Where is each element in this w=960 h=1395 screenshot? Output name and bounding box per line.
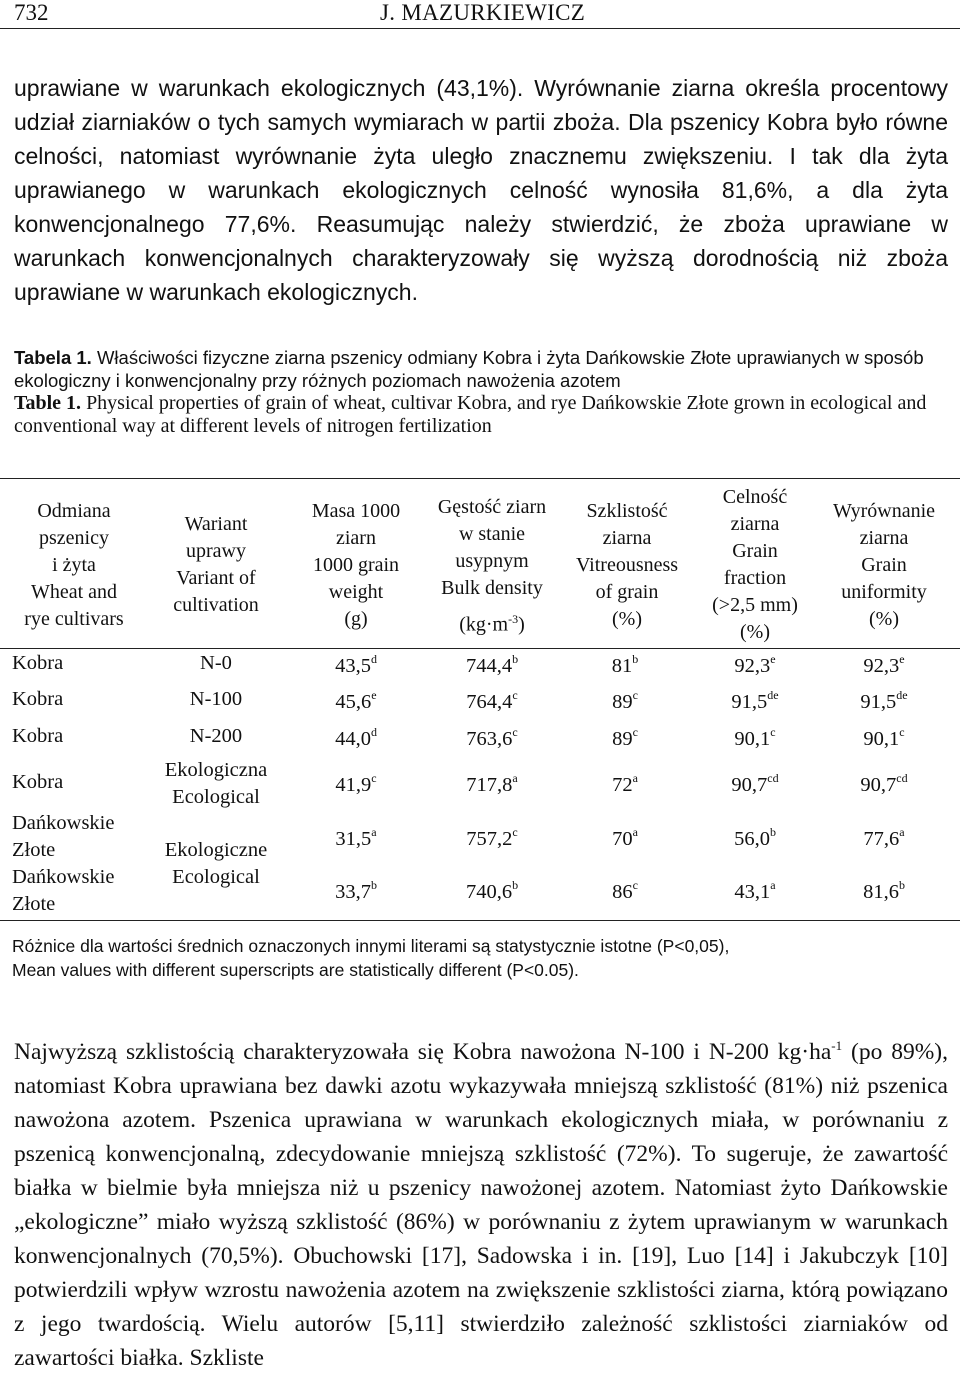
cultivar-line: Złote	[12, 839, 56, 861]
superscript: a	[632, 771, 638, 785]
superscript: c	[512, 725, 518, 739]
superscript: b	[632, 652, 639, 666]
value: 89	[612, 691, 633, 713]
cell-uniformity	[820, 878, 948, 904]
superscript: cd	[896, 771, 908, 785]
col-header-density	[420, 494, 564, 639]
value: 90,1	[863, 728, 900, 750]
header-line: rye cultivars	[24, 608, 124, 630]
cell-vitreousness	[560, 825, 690, 851]
value: 89	[612, 728, 633, 750]
table-bottom-rule	[0, 920, 960, 921]
header-line: Wheat and	[30, 581, 118, 603]
header-line: Wariant	[184, 513, 248, 535]
cell-fraction	[690, 878, 820, 904]
value: 70	[612, 828, 633, 850]
cell-mass	[292, 878, 420, 904]
density-unit-exp: -3	[508, 612, 519, 626]
value: 43,5	[335, 655, 371, 677]
header-line: (g)	[344, 608, 368, 630]
running-header	[0, 0, 960, 29]
cell-fraction	[690, 688, 820, 714]
caption-pl-text: Właściwości fizyczne ziarna pszenicy odmiany Kobra i żyta Dańkowskie Złote uprawianych w sposób ekologiczny i konwencjonalny przy różnych poziomach nawożenia azotem	[14, 347, 924, 391]
cell-cultivar: Kobra	[12, 771, 64, 793]
variant-en: Ecological	[172, 866, 260, 888]
cell-density	[428, 688, 556, 714]
header-line: uniformity	[841, 581, 927, 603]
superscript: e	[899, 652, 905, 666]
cell-cultivar	[12, 810, 114, 864]
value: 90,1	[734, 728, 771, 750]
header-line: Szklistość	[586, 500, 668, 522]
superscript: c	[899, 725, 905, 739]
header-line: Wyrównanie	[832, 500, 936, 522]
cell-variant: N-100	[189, 688, 243, 710]
superscript: de	[896, 688, 908, 702]
cell-cultivar	[12, 864, 114, 918]
cell-density	[428, 825, 556, 851]
caption-en-text: Physical properties of grain of wheat, cultivar Kobra, and rye Dańkowskie Złote grown in ecological and conventional way at different levels of nitrogen fertilization	[14, 392, 927, 437]
header-line: Odmiana	[37, 500, 111, 522]
density-unit-close: )	[518, 613, 525, 636]
cell-fraction	[690, 725, 820, 751]
value: 77,6	[863, 828, 900, 850]
cell-density	[428, 878, 556, 904]
table-note	[12, 934, 952, 982]
body-paragraph	[14, 1029, 948, 1375]
superscript: b	[769, 825, 776, 839]
cell-uniformity	[820, 771, 948, 797]
superscript: c	[512, 825, 518, 839]
superscript: cd	[767, 771, 779, 785]
cell-variant: N-200	[189, 725, 243, 747]
superscript: c	[512, 688, 518, 702]
variant-pl: Ekologiczna	[164, 759, 268, 781]
value: 90,7	[860, 774, 897, 796]
value: 91,5	[731, 691, 768, 713]
header-line: ziarna	[602, 527, 652, 549]
superscript: b	[370, 878, 377, 892]
cell-uniformity	[820, 825, 948, 851]
cell-mass	[292, 825, 420, 851]
superscript: c	[632, 878, 638, 892]
note-english: Mean values with different superscripts are statistically different (P<0.05).	[12, 960, 579, 980]
header-line: Grain	[732, 540, 778, 562]
header-line: weight	[328, 581, 384, 603]
cell-fraction	[690, 652, 820, 678]
body-exponent: -1	[831, 1038, 843, 1053]
header-line: 1000 grain	[312, 554, 400, 576]
superscript: de	[767, 688, 779, 702]
cell-uniformity	[820, 652, 948, 678]
header-line: Variant of	[176, 567, 256, 589]
superscript: a	[899, 825, 905, 839]
header-line: Gęstość ziarn	[437, 496, 547, 518]
header-line: of grain	[595, 581, 659, 603]
cell-variant: N-0	[200, 652, 232, 674]
header-line: Grain	[861, 554, 907, 576]
header-line: cultivation	[173, 594, 259, 616]
cell-fraction	[690, 771, 820, 797]
header-line: Masa 1000	[311, 500, 401, 522]
header-line: Bulk density	[441, 577, 543, 599]
header-line: ziarn	[336, 527, 376, 549]
value: 72	[612, 774, 633, 796]
header-line: (%)	[612, 608, 642, 630]
table-caption	[14, 346, 948, 438]
superscript: c	[770, 725, 776, 739]
cultivar-line: Złote	[12, 893, 56, 915]
cell-mass	[292, 688, 420, 714]
header-line: ziarna	[859, 527, 909, 549]
col-header-uniformity	[820, 498, 948, 633]
header-line: fraction	[723, 567, 787, 589]
density-unit	[420, 606, 564, 639]
value: 81	[611, 655, 633, 677]
intro-paragraph: uprawiane w warunkach ekologicznych (43,1%). Wyrównanie ziarna określa procentowy udział ziarniaków o tych samych wymiarach w partii zboża. Dla pszenicy Kobra było równe celności, natomiast wyrównanie żyta uległo znacznemu zwiększeniu. I tak dla żyta uprawianego w warunkach ekologicznych celność wynosiła 81,6%, a dla żyta konwencjonalnego 77,6%. Reasumując należy stwierdzić, że zboża uprawiane w warunkach konwencjonalnych charakteryzowały się wyższą dorodnością niż zboża uprawiane w warunkach ekologicznych.	[14, 75, 948, 305]
value: 92,3	[734, 655, 771, 677]
caption-pl-label: Tabela 1.	[14, 347, 92, 368]
header-line: uprawy	[186, 540, 246, 562]
page-number: 732	[14, 0, 49, 25]
value: 86	[612, 881, 633, 903]
col-header-vitreousness	[560, 498, 694, 633]
superscript: c	[371, 771, 377, 785]
superscript: a	[770, 878, 776, 892]
superscript: d	[370, 652, 377, 666]
header-line: Vitreousness	[575, 554, 679, 576]
header-line: i żyta	[52, 554, 96, 576]
superscript: c	[632, 688, 638, 702]
table-top-rule	[0, 478, 960, 479]
superscript: b	[512, 652, 519, 666]
superscript: c	[632, 725, 638, 739]
superscript: d	[370, 725, 377, 739]
density-unit-base: (kg·m	[459, 613, 509, 636]
cell-vitreousness	[560, 878, 690, 904]
header-line: (>2,5 mm)	[712, 594, 798, 616]
cell-mass	[292, 725, 420, 751]
value: 90,7	[731, 774, 768, 796]
cell-mass	[292, 771, 420, 797]
col-header-cultivar	[0, 498, 148, 633]
cell-vitreousness	[560, 652, 690, 678]
cell-mass	[292, 652, 420, 678]
header-line: pszenicy	[39, 527, 109, 549]
body-text-part2: (po 89%), natomiast Kobra uprawiana bez dawki azotu wykazywała mniejszą szklistość (81%) niż pszenica nawożona azotem. Pszenica uprawiana w warunkach ekologicznych miała, w porównaniu z pszenicą konwencjonalną, zdecydowanie mniejszą szklistość (72%). To sugeruje, że zawartość białka w bielmie była mniejsza niż u pszenicy nawożonej azotem. Natomiast żyto Dańkowskie „ekologiczne” miało wyższą szklistość (86%) w porównaniu z żytem uprawianym w warunkach konwencjonalnych (70,5%). Obuchowski [17], Sadowska i in. [19], Luo [14] i Jakubczyk [10] potwierdzili wpływ wzrostu nawożenia azotem na zwiększenie szklistości ziarna, którą powiązano z jego twardością. Wielu autorów [5,11] stwierdziło zależność szklistości ziarniaków od zawartości białka. Szkliste	[14, 1038, 948, 1371]
header-line: (%)	[740, 621, 770, 643]
value: 763,6	[466, 728, 513, 750]
cell-vitreousness	[560, 771, 690, 797]
col-header-variant	[148, 511, 284, 619]
value: 41,9	[335, 774, 372, 796]
superscript: a	[371, 825, 377, 839]
superscript: e	[770, 652, 776, 666]
cell-density	[428, 652, 556, 678]
cell-cultivar: Kobra	[12, 652, 64, 674]
col-header-mass	[292, 498, 420, 633]
cell-variant	[148, 757, 284, 811]
value: 717,8	[466, 774, 513, 796]
caption-polish	[14, 346, 948, 392]
caption-english	[14, 392, 948, 438]
superscript: a	[632, 825, 638, 839]
cell-uniformity	[820, 725, 948, 751]
variant-en: Ecological	[172, 786, 260, 808]
cell-density	[428, 771, 556, 797]
cell-vitreousness	[560, 688, 690, 714]
value: 92,3	[863, 655, 900, 677]
table-header-rule	[0, 648, 960, 649]
cell-cultivar: Kobra	[12, 725, 64, 747]
value: 31,5	[335, 828, 372, 850]
cultivar-line: Dańkowskie	[12, 866, 115, 888]
cell-cultivar: Kobra	[12, 688, 64, 710]
col-header-fraction	[690, 484, 820, 646]
value: 740,6	[465, 881, 513, 903]
variant-pl: Ekologiczne	[164, 839, 268, 861]
value: 757,2	[466, 828, 513, 850]
cell-vitreousness	[560, 725, 690, 751]
cell-variant-rye	[148, 837, 284, 891]
value: 44,0	[335, 728, 371, 750]
caption-en-label: Table 1.	[14, 392, 82, 414]
value: 43,1	[734, 881, 771, 903]
header-line: usypnym	[455, 550, 529, 572]
value: 81,6	[863, 881, 899, 903]
cell-uniformity	[820, 688, 948, 714]
value: 56,0	[734, 828, 770, 850]
cell-fraction	[690, 825, 820, 851]
superscript: b	[898, 878, 905, 892]
superscript: b	[512, 878, 519, 892]
note-polish: Różnice dla wartości średnich oznaczonych innymi literami są statystycznie istotne (P<0,05),	[12, 936, 730, 956]
superscript: a	[512, 771, 518, 785]
running-head-author: J. MAZURKIEWICZ	[380, 0, 586, 25]
value: 744,4	[465, 655, 513, 677]
header-line: ziarna	[730, 513, 780, 535]
header-line: (%)	[869, 608, 899, 630]
superscript: e	[371, 688, 377, 702]
header-line: Celność	[722, 486, 788, 508]
value: 91,5	[860, 691, 897, 713]
cell-density	[428, 725, 556, 751]
body-text-part1: Najwyższą szklistością charakteryzowała się Kobra nawożona N-100 i N-200 kg·ha	[14, 1038, 832, 1065]
cultivar-line: Dańkowskie	[12, 812, 115, 834]
value: 764,4	[466, 691, 513, 713]
value: 33,7	[335, 881, 371, 903]
value: 45,6	[335, 691, 372, 713]
header-line: w stanie	[458, 523, 526, 545]
